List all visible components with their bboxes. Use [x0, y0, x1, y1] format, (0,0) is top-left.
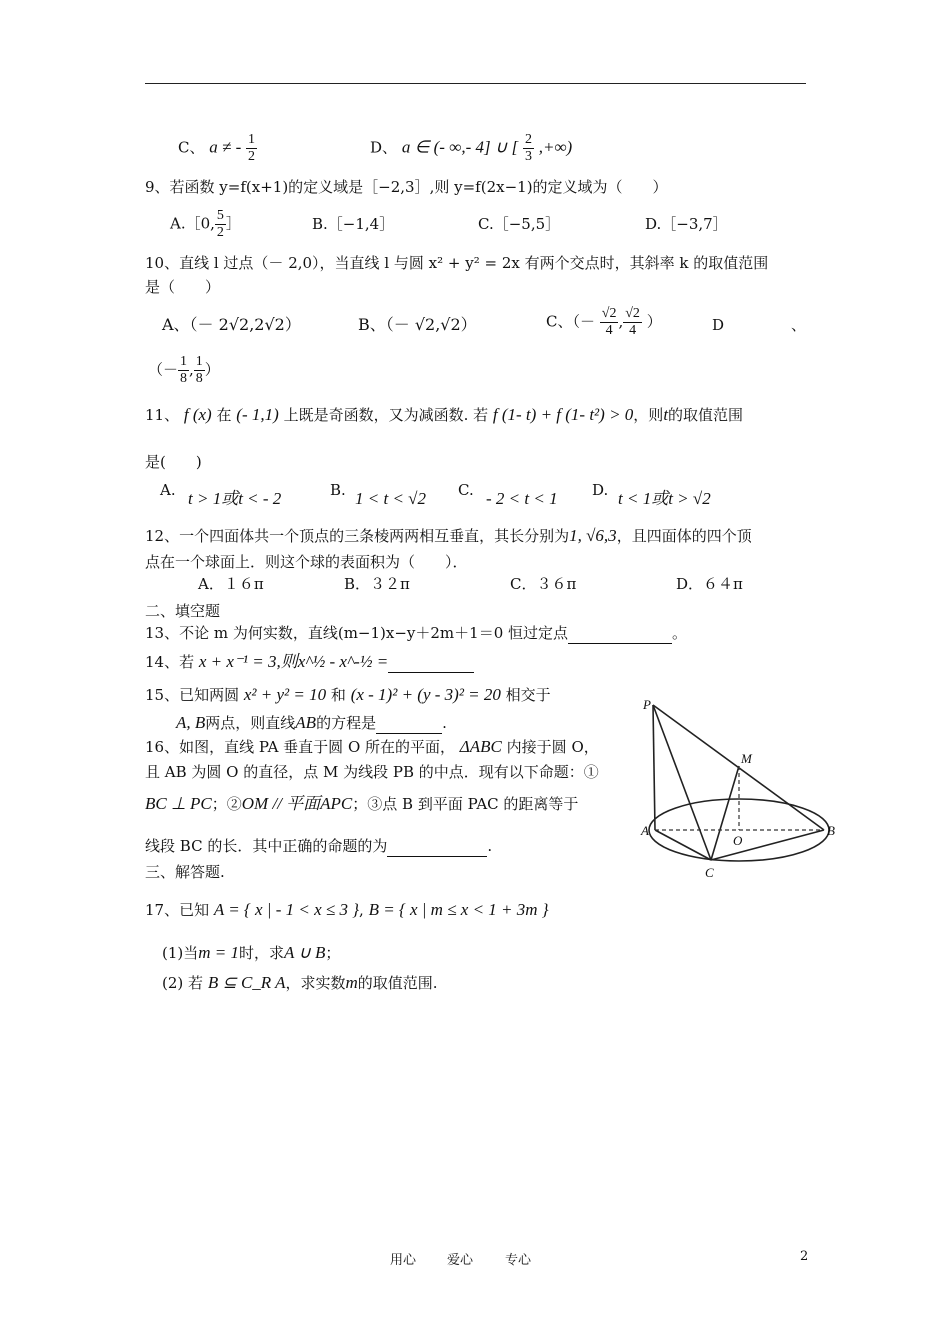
footer-text-2: 爱心 — [447, 1253, 474, 1268]
q12-option-d: D．６４π — [676, 575, 743, 593]
q17-part2: (2) 若 B ⊆ C_R A，求实数m的取值范围. — [162, 973, 438, 992]
q8-option-d: D、 a ∈ (- ∞,- 4] ∪ [ $\frac{2}{3}$ ,+∞) — [370, 132, 573, 164]
q11-stem-line2: 是( ) — [145, 453, 202, 471]
q8-option-c: C、 a ≠ - $\frac{1}{2}$ — [178, 132, 256, 164]
q11-option-d-label: D. — [592, 481, 609, 499]
q10-option-d: D — [712, 316, 725, 334]
footer-text-1: 用心 — [390, 1253, 417, 1268]
q10-option-d-sep: 、 — [791, 316, 807, 334]
q15: 15、已知两圆 x² + y² = 10 和 (x - 1)² + (y - 3)² = 20 相交于 — [145, 685, 551, 704]
q11-option-b-label: B. — [330, 481, 346, 499]
q11-option-a-label: A. — [160, 481, 176, 499]
q10-option-d-value: （－ $\frac{1}{8}$ , $\frac{1}{8}$ ） — [148, 354, 220, 386]
q9-option-b: B.［−1,4］ — [312, 215, 395, 233]
label-c: C — [705, 865, 714, 880]
q10-stem: 10、直线 l 过点（－ 2,0），当直线 l 与圆 x² + y² = 2x 有两个交点时，其斜率 k 的取值范围 — [145, 254, 769, 272]
q11-option-b: 1 < t < √2 — [355, 489, 426, 508]
q12-stem-line2: 点在一个球面上．则这个球的表面积为（ ）． — [145, 553, 468, 571]
q9-option-a: A.［0, $\frac{5}{2}$ ］ — [170, 208, 241, 240]
q10-option-a: A、（－ 2√2,2√2） — [162, 315, 301, 334]
q9-option-c: C.［−5,5］ — [478, 215, 561, 233]
q16-answer-blank[interactable] — [387, 836, 487, 857]
section-solve-title: 三、解答题. — [145, 863, 225, 881]
q13-answer-blank[interactable] — [568, 623, 672, 644]
q11-stem: 11、 f (x) 在 (- 1,1) 上既是奇函数，又为减函数. 若 f (1- t) + f (1- t²) > 0，则t的取值范围 — [145, 405, 744, 424]
pyramid-figure — [635, 695, 845, 885]
section-fill-in-title: 二、填空题 — [145, 602, 221, 620]
q17-stem: 17、已知 A = { x | - 1 < x ≤ 3 }, B = { x | m ≤ x < 1 + 3m } — [145, 900, 549, 919]
label-m: M — [741, 751, 752, 766]
q14-answer-blank[interactable] — [388, 652, 474, 673]
label-p: P — [643, 697, 651, 712]
q16-line2: 且 AB 为圆 O 的直径，点 M 为线段 PB 的中点．现有以下命题：① — [145, 763, 599, 781]
q11-option-c-label: C. — [458, 481, 474, 499]
q14: 14、若 x + x⁻¹ = 3,则x^½ - x^-½ = — [145, 652, 474, 673]
label-b: B — [827, 823, 835, 838]
label-o: O — [733, 833, 743, 848]
footer-text-3: 专心 — [505, 1253, 532, 1268]
q12-stem: 12、一个四面体共一个顶点的三条棱两两相互垂直，其长分别为1, √6,3，且四面体的四个顶 — [145, 526, 752, 545]
q12-option-a: A．１６π — [198, 575, 264, 593]
q15-line2: A, B两点，则直线AB的方程是 . — [176, 713, 447, 732]
q12-option-b: B．３２π — [344, 575, 410, 593]
q10-option-c: C、（－ $\frac{√2}{4}$ , $\frac{√2}{4}$ ） — [546, 306, 662, 338]
q16-line3: BC ⊥ PC；②OM // 平面APC；③点 B 到平面 PAC 的距离等于 — [145, 794, 579, 813]
q17-part1: (1)当m = 1时，求A ∪ B； — [162, 943, 341, 962]
page-number: 2 — [800, 1249, 809, 1264]
q10-stem-line2: 是（ ） — [145, 278, 221, 296]
header-rule — [145, 83, 806, 84]
q9-option-d: D.［−3,7］ — [645, 215, 728, 233]
q16-line4: 线段 BC 的长．其中正确的命题的为 . — [145, 837, 493, 855]
q11-option-a: t > 1或t < - 2 — [188, 489, 282, 508]
label-a: A — [641, 823, 649, 838]
q16-line1: 16、如图，直线 PA 垂直于圆 O 所在的平面， ΔABC 内接于圆 O， — [145, 737, 599, 756]
q15-answer-blank[interactable] — [376, 713, 442, 734]
q11-option-c: - 2 < t < 1 — [486, 489, 558, 508]
q11-option-d: t < 1或t > √2 — [618, 489, 711, 508]
q12-option-c: C．３６π — [510, 575, 577, 593]
q10-option-b: B、（－ √2,√2） — [358, 315, 477, 334]
q13: 13、不论 m 为何实数，直线(m−1)x−y＋2m＋1＝0 恒过定点 。 — [145, 624, 688, 642]
q9-stem: 9、若函数 y=f(x+1)的定义域是［−2,3］,则 y=f(2x−1)的定义域为（ ） — [145, 178, 668, 196]
